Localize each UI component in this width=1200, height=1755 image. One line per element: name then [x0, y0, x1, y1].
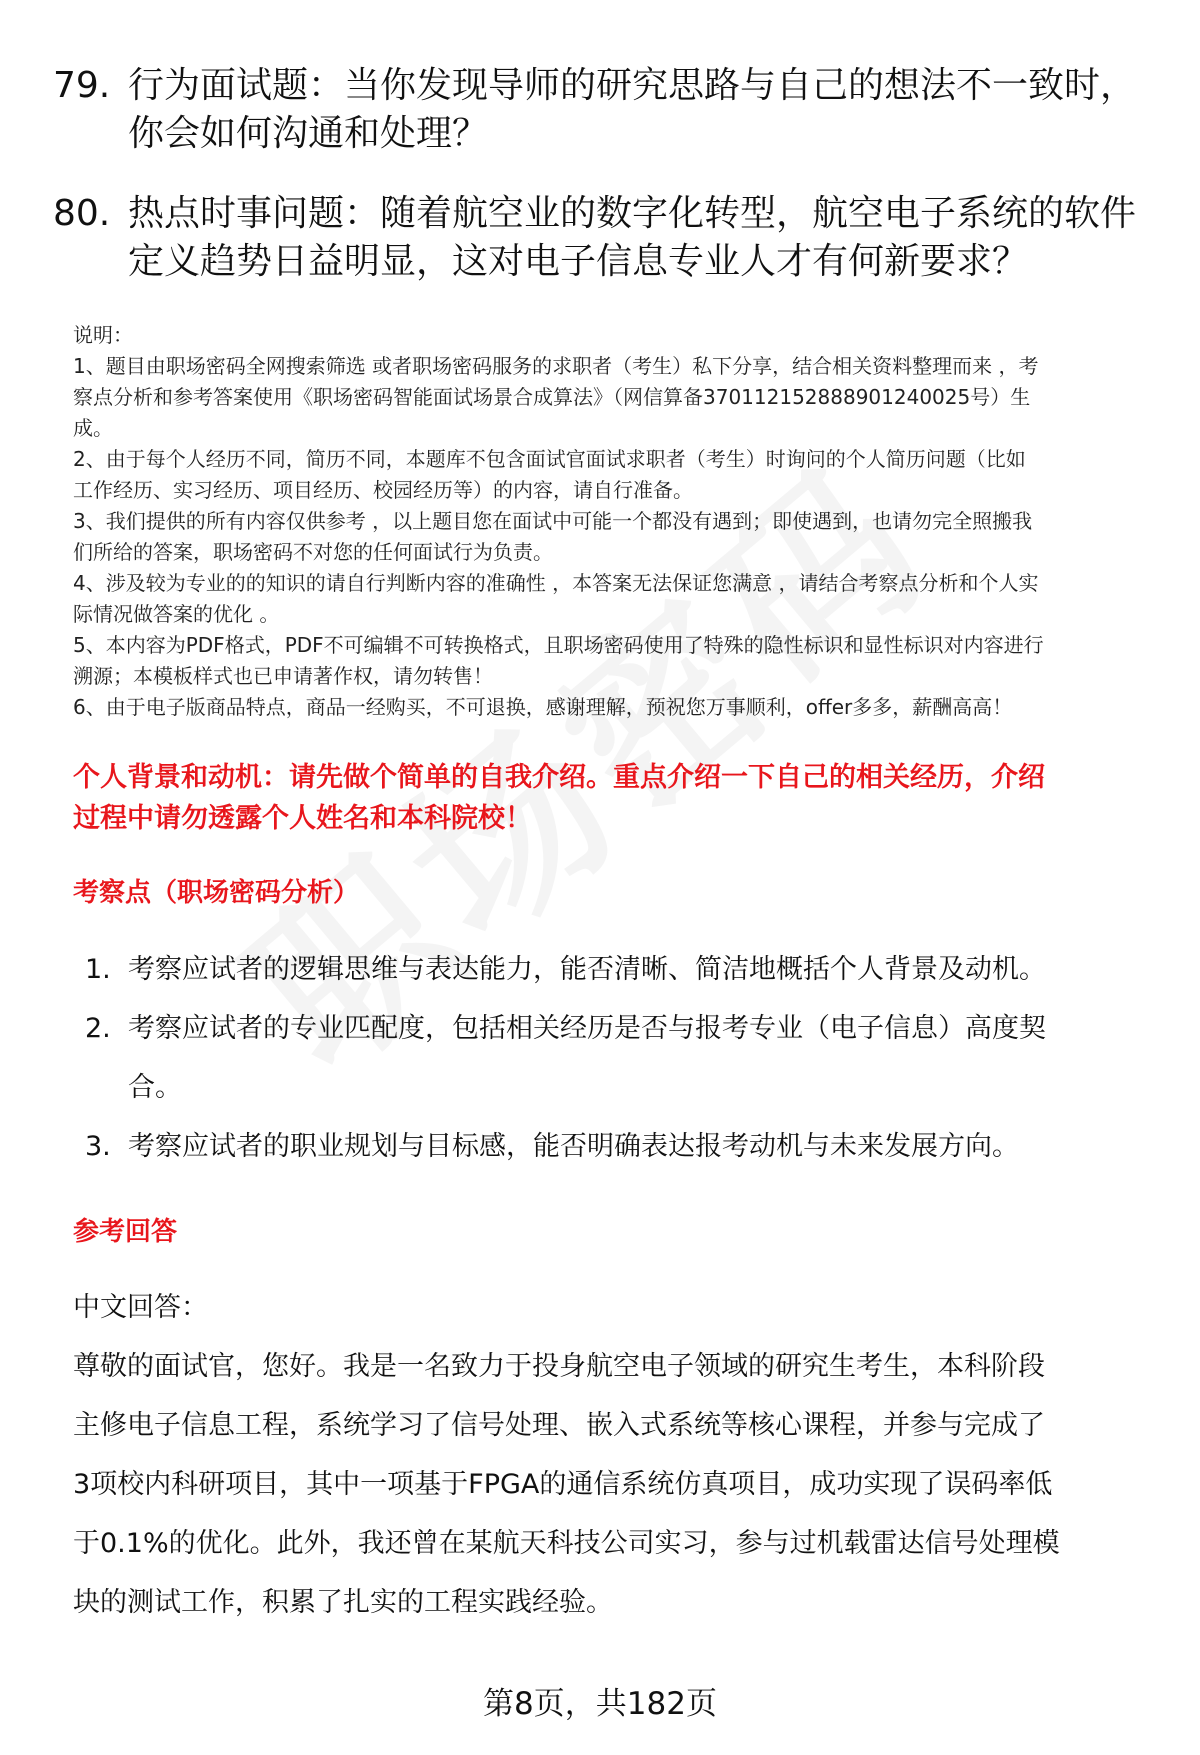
- note-line: 工作经历、实习经历、项目经历、校园经历等）的内容，请自行准备。: [73, 478, 693, 502]
- question-number: 79.: [53, 65, 111, 106]
- answer-line: 主修电子信息工程，系统学习了信号处理、嵌入式系统等核心课程，并参与完成了: [73, 1410, 1045, 1441]
- note-line: 们所给的答案，职场密码不对您的任何面试行为负责。: [73, 540, 553, 564]
- answer-line: 块的测试工作，积累了扎实的工程实践经验。: [73, 1587, 613, 1618]
- note-line: 1、题目由职场密码全网搜索筛选 或者职场密码服务的求职者（考生）私下分享，结合相关资料整理而来 ，考: [73, 354, 1039, 378]
- question-heading-line: 个人背景和动机：请先做个简单的自我介绍。重点介绍一下自己的相关经历，介绍: [73, 762, 1045, 793]
- note-line: 2、由于每个人经历不同，简历不同，本题库不包含面试官面试求职者（考生）时询问的个人简历问题（比如: [73, 447, 1026, 471]
- note-line: 5、本内容为PDF格式，PDF不可编辑不可转换格式，且职场密码使用了特殊的隐性标识和显性标识对内容进行: [73, 633, 1044, 657]
- answer-heading: 参考回答: [73, 1217, 178, 1247]
- question-line: 你会如何沟通和处理？: [128, 113, 489, 154]
- note-line: 4、涉及较为专业的的知识的请自行判断内容的准确性 ，本答案无法保证您满意 ，请结合考察点分析和个人实: [73, 571, 1039, 595]
- answer-line: 3项校内科研项目，其中一项基于FPGA的通信系统仿真项目，成功实现了误码率低: [73, 1469, 1053, 1500]
- list-item: [85, 1117, 1046, 1176]
- list-text: 考察应试者的逻辑思维与表达能力，能否清晰、简洁地概括个人背景及动机。: [128, 954, 1046, 985]
- answer-line: 于0.1%的优化。此外，我还曾在某航天科技公司实习，参与过机载雷达信号处理模: [73, 1528, 1060, 1559]
- notes: [73, 320, 1044, 723]
- question-heading: [73, 757, 1045, 839]
- note-line: 溯源；本模板样式也已申请著作权，请勿转售！: [73, 664, 493, 688]
- note-line: 成。: [73, 416, 113, 440]
- page-footer: 第8页，共182页: [483, 1686, 717, 1722]
- list-number: 1.: [85, 954, 111, 985]
- note-line: 3、我们提供的所有内容仅供参考 ，以上题目您在面试中可能一个都没有遇到；即使遇到，也请勿完全照搬我: [73, 509, 1033, 533]
- answer-line: 尊敬的面试官，您好。我是一名致力于投身航空电子领域的研究生考生，本科阶段: [73, 1351, 1045, 1382]
- note-line: 际情况做答案的优化 。: [73, 602, 280, 626]
- list-item: [85, 940, 1046, 999]
- note-line: 6、由于电子版商品特点，商品一经购买，不可退换，感谢理解，预祝您万事顺利，offer多多，薪酬高高！: [73, 695, 1013, 719]
- list-number: 2.: [85, 1013, 111, 1044]
- answer-body: [73, 1278, 1060, 1632]
- answer-label: 中文回答：: [73, 1292, 208, 1323]
- question-number: 80.: [53, 193, 111, 234]
- question-line: 定义趋势日益明显，这对电子信息专业人才有何新要求？: [128, 241, 1029, 282]
- question-line: 热点时事问题：随着航空业的数字化转型，航空电子系统的软件: [128, 193, 1137, 234]
- question-line: 行为面试题：当你发现导师的研究思路与自己的想法不一致时，: [128, 65, 1137, 106]
- question-heading-line: 过程中请勿透露个人姓名和本科院校！: [73, 803, 532, 834]
- note-line: 察点分析和参考答案使用《职场密码智能面试场景合成算法》（网信算备370112152888901240025号）生: [73, 385, 1031, 409]
- list-text: 合。: [128, 1072, 182, 1103]
- list-item: [85, 999, 1046, 1117]
- analysis-heading: 考察点（职场密码分析）: [73, 878, 360, 908]
- list-text: 考察应试者的职业规划与目标感，能否明确表达报考动机与未来发展方向。: [128, 1131, 1019, 1162]
- notes-title: 说明：: [73, 323, 133, 347]
- list-text: 考察应试者的专业匹配度，包括相关经历是否与报考专业（电子信息）高度契: [128, 1013, 1046, 1044]
- analysis-list: [85, 940, 1046, 1176]
- list-number: 3.: [85, 1131, 111, 1162]
